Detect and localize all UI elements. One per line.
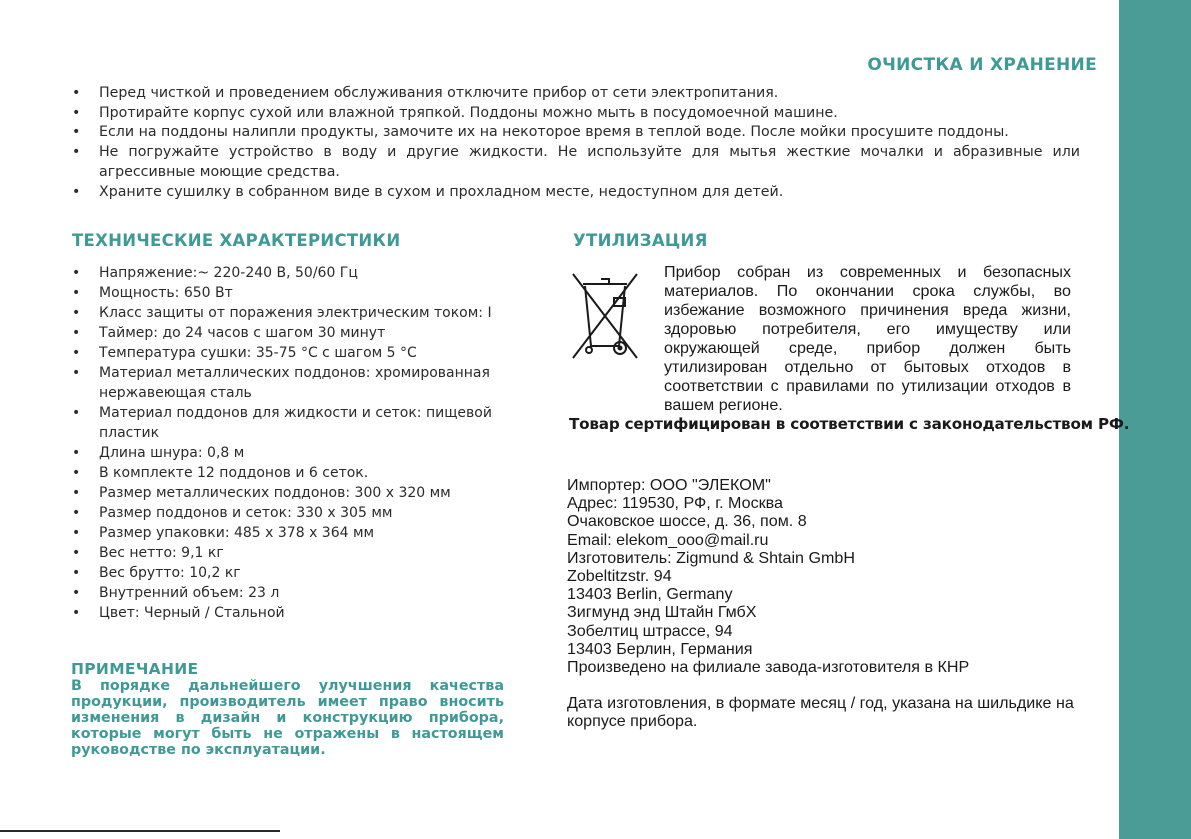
crossed-out-bin-icon xyxy=(571,270,639,362)
specs-list xyxy=(72,263,492,623)
list-item: • Материал металлических поддонов: хромированная нержавеющая сталь xyxy=(72,363,492,403)
importer-line: Email: elekom_ooo@mail.ru xyxy=(567,530,769,549)
list-item: • Цвет: Черный / Стальной xyxy=(72,603,492,623)
list-item: • Размер металлических поддонов: 300 х 320 мм xyxy=(72,483,492,503)
disposal-title: УТИЛИЗАЦИЯ xyxy=(573,231,708,250)
importer-line: Zobeltitzstr. 94 xyxy=(567,567,672,586)
importer-line: 13403 Berlin, Germany xyxy=(567,585,733,604)
note-title: ПРИМЕЧАНИЕ xyxy=(71,660,199,678)
list-item: • Перед чисткой и проведением обслуживания отключите прибор от сети электропитания. xyxy=(72,84,1080,104)
cleaning-title: ОЧИСТКА И ХРАНЕНИЕ xyxy=(867,55,1097,75)
disposal-text: Прибор собран из современных и безопасных материалов. По окончании срока службы, во избежание возможного причинения вреда жизни, здоровью потребителя, его имуществу или окружающей среде, прибор должен быть утилизирован отдельно от бытовых отходов в соответствии с правилами по утилизации отходов в вашем регионе. xyxy=(664,263,1071,414)
list-item: • Протирайте корпус сухой или влажной тряпкой. Поддоны можно мыть в посудомоечной машине. xyxy=(72,104,1080,124)
importer-line: 13403 Берлин, Германия xyxy=(567,639,753,658)
cleaning-list xyxy=(72,84,1080,202)
importer-line: Импортер: ООО "ЭЛЕКОМ" xyxy=(567,476,771,494)
list-item: • Таймер: до 24 часов с шагом 30 минут xyxy=(72,323,492,343)
manufacture-date-note: Дата изготовления, в формате месяц / год, указана на шильдике на корпусе прибора. xyxy=(567,694,1074,731)
list-item: • Длина шнура: 0,8 м xyxy=(72,443,492,463)
list-item: • В комплекте 12 поддонов и 6 сеток. xyxy=(72,463,492,483)
list-item: • Размер упаковки: 485 х 378 х 364 мм xyxy=(72,523,492,543)
list-item: • Вес нетто: 9,1 кг xyxy=(72,543,492,563)
list-item: • Размер поддонов и сеток: 330 х 305 мм xyxy=(72,503,492,523)
list-item: • Мощность: 650 Вт xyxy=(72,283,492,303)
importer-line: Зобелтиц штрассе, 94 xyxy=(567,621,733,640)
importer-line: Зигмунд энд Штайн ГмбХ xyxy=(567,603,757,622)
list-item: • Класс защиты от поражения электрическим током: I xyxy=(72,303,492,323)
list-item: • Не погружайте устройство в воду и другие жидкости. Не используйте для мытья жесткие мочалки и абразивные или агрессивные моющие средства. xyxy=(72,143,1080,182)
list-item: • Внутренний объем: 23 л xyxy=(72,583,492,603)
footer-divider xyxy=(0,830,280,832)
importer-line: Очаковское шоссе, д. 36, пом. 8 xyxy=(567,512,807,531)
importer-line: Адрес: 119530, РФ, г. Москва xyxy=(567,494,783,513)
importer-info xyxy=(567,476,1087,731)
certification-text: Товар сертифицирован в соответствии с законодательством РФ. xyxy=(569,415,1130,433)
list-item: • Вес брутто: 10,2 кг xyxy=(72,563,492,583)
list-item: • Храните сушилку в собранном виде в сухом и прохладном месте, недоступном для детей. xyxy=(72,183,1080,203)
note-text: В порядке дальнейшего улучшения качества продукции, производитель имеет право вносить изменения в дизайн и конструкцию прибора, которые могут быть не отражены в настоящем руководстве по эксплуатации. xyxy=(71,678,504,758)
side-color-bar xyxy=(1119,0,1191,839)
list-item: • Если на поддоны налипли продукты, замочите их на некоторое время в теплой воде. После мойки просушите поддоны. xyxy=(72,123,1080,143)
list-item: • Материал поддонов для жидкости и сеток: пищевой пластик xyxy=(72,403,492,443)
list-item: • Напряжение:~ 220-240 В, 50/60 Гц xyxy=(72,263,492,283)
importer-line: Изготовитель: Zigmund & Shtain GmbH xyxy=(567,548,855,567)
list-item: • Температура сушки: 35-75 °С с шагом 5 °С xyxy=(72,343,492,363)
importer-line: Произведено на филиале завода-изготовителя в КНР xyxy=(567,658,970,677)
specs-title: ТЕХНИЧЕСКИЕ ХАРАКТЕРИСТИКИ xyxy=(72,231,401,250)
